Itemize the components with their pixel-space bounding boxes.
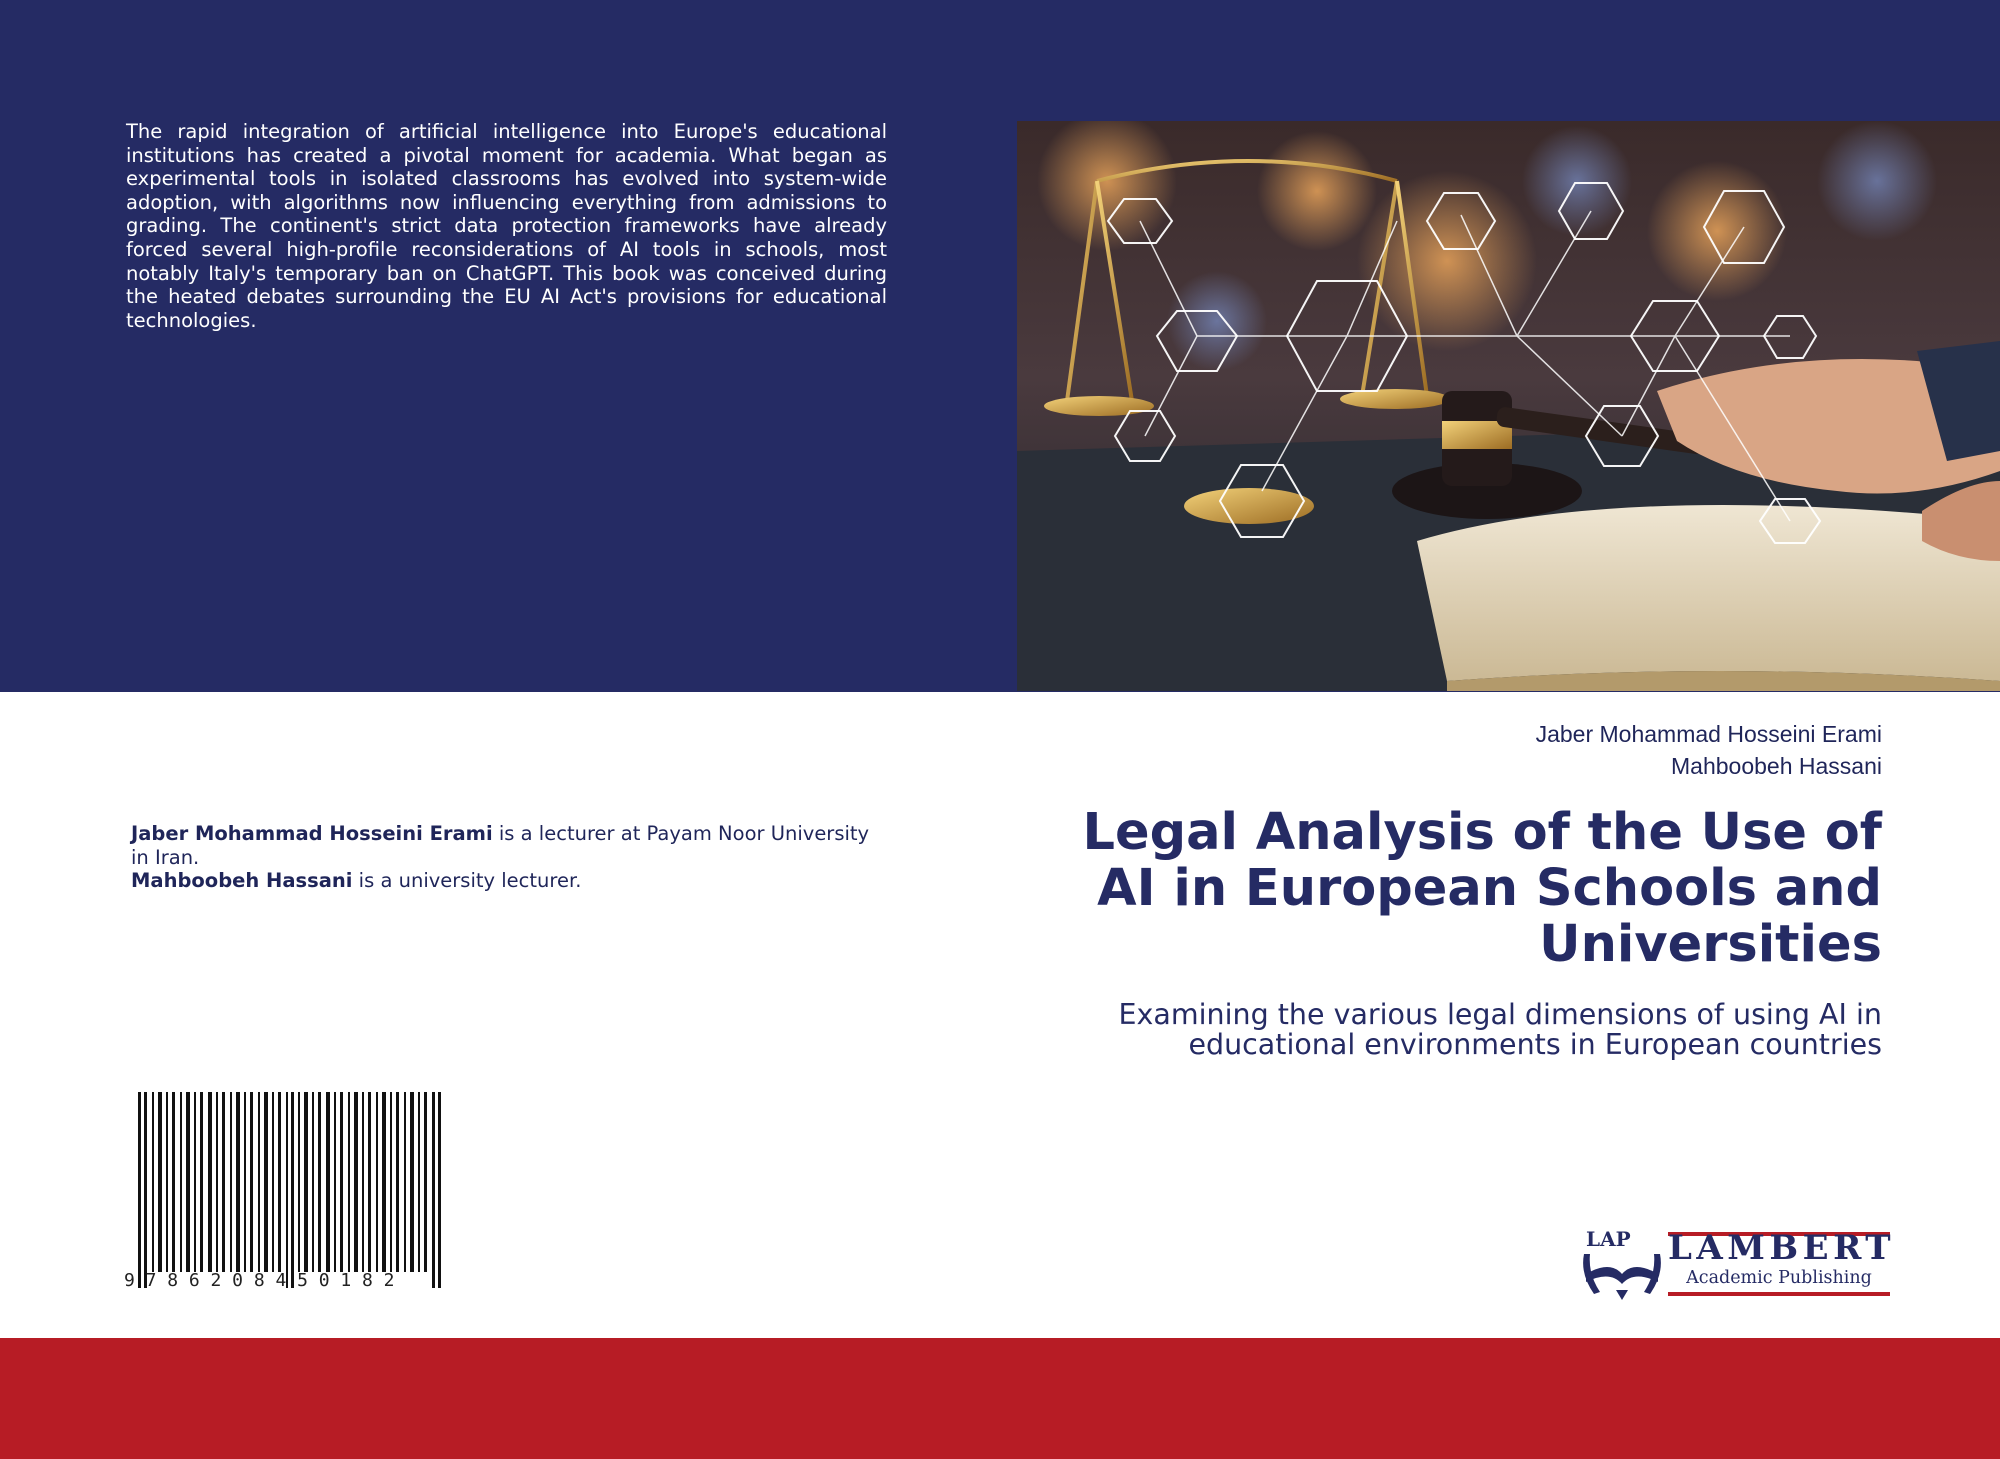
- author-bio: [131, 822, 891, 893]
- publisher-rule-bottom: [1668, 1292, 1890, 1296]
- bottom-red-band: [0, 1338, 2000, 1459]
- author-1: Jaber Mohammad Hosseini Erami: [1535, 721, 1882, 747]
- lap-mark: LAP: [1586, 1227, 1631, 1251]
- isbn-digits: 9786208450182: [124, 1270, 406, 1291]
- book-subtitle: Examining the various legal dimensions of using AI in educational environments in European countries: [1118, 998, 1882, 1061]
- publisher-name: LAMBERT: [1668, 1228, 1896, 1268]
- front-cover-authors: [1536, 718, 1882, 782]
- publisher-subtitle: Academic Publishing: [1686, 1268, 1872, 1288]
- cover-photo: [1017, 121, 2000, 691]
- bio-line-2: [131, 869, 891, 893]
- back-cover-blurb: The rapid integration of artificial intelligence into Europe's educational institutions has created a pivotal moment for academia. What began as experimental tools in isolated classrooms has evolved into system-wide adoption, with algorithms now influencing everything from admissions to grading. The continent's strict data protection frameworks have already forced several high-profile reconsiderations of AI tools in schools, most notably Italy's temporary ban on ChatGPT. This book was conceived during the heated debates surrounding the EU AI Act's provisions for educational technologies.: [126, 120, 887, 332]
- bio-name-2: Mahboobeh Hassani: [131, 869, 353, 893]
- bio-text-1: is a lecturer at Payam Noor University in Iran.: [131, 822, 870, 869]
- isbn-barcode: [126, 1092, 456, 1292]
- bio-text-2: is a university lecturer.: [352, 869, 582, 893]
- bio-line-1: [131, 822, 891, 869]
- author-2: Mahboobeh Hassani: [1671, 753, 1882, 779]
- bio-name-1: Jaber Mohammad Hosseini Erami: [131, 822, 493, 845]
- open-book: [1417, 505, 2000, 691]
- book-title: Legal Analysis of the Use of AI in European Schools and Universities: [1082, 803, 1882, 974]
